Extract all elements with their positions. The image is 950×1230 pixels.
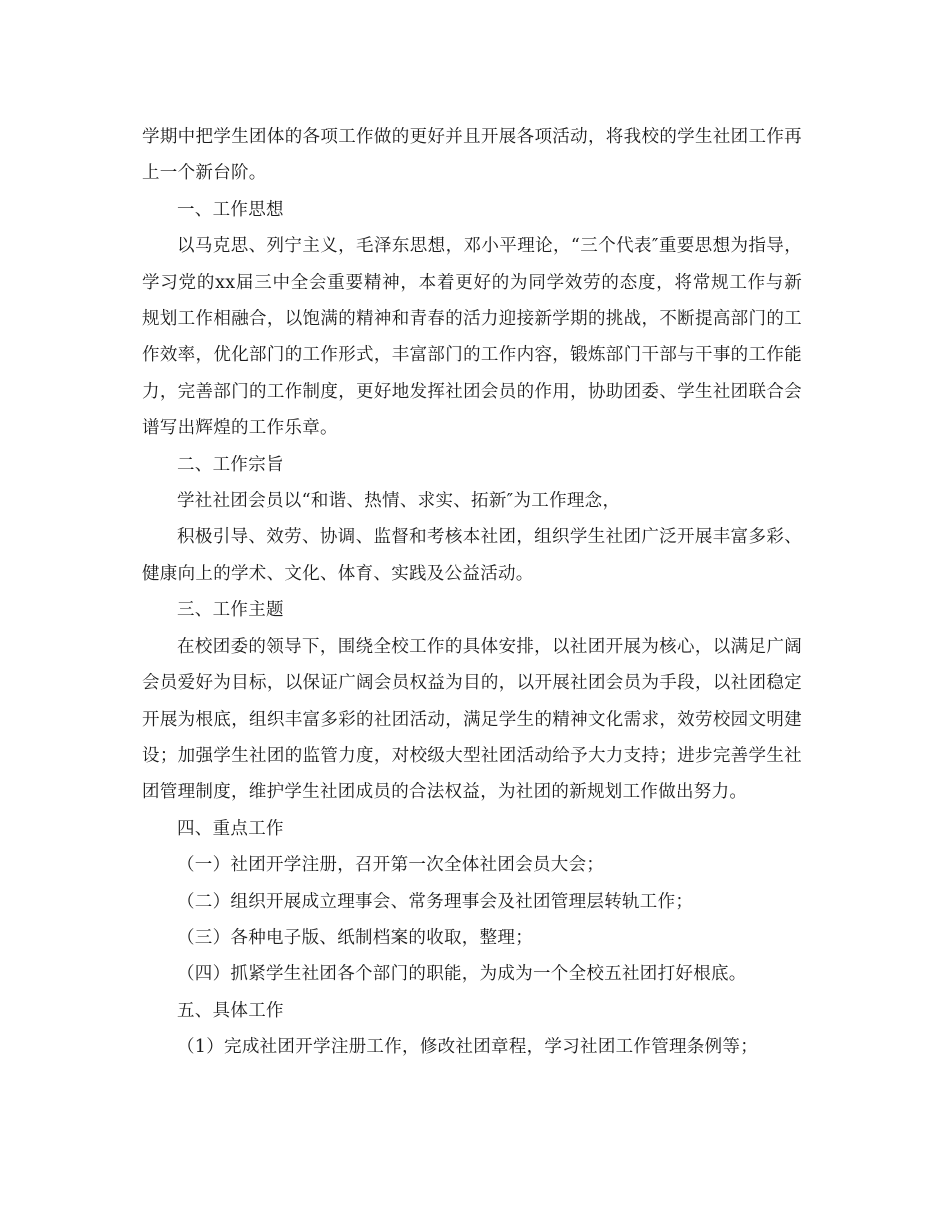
list-item-key-work-4: （四）抓紧学生社团各个部门的职能，为成为一个全校五社团打好根底。 <box>177 964 747 985</box>
heading-work-theme: 三、工作主题 <box>177 600 284 621</box>
document-body <box>142 119 802 1066</box>
paragraph-work-purpose: 积极引导、效劳、协调、监督和考核本社团，组织学生社团广泛开展丰富多彩、健康向上的学术、文化、体育、实践及公益活动。 <box>142 527 802 584</box>
heading-work-purpose: 二、工作宗旨 <box>177 454 284 475</box>
paragraph-work-thought: 以马克思、列宁主义，毛泽东思想，邓小平理论，“三个代表″重要思想为指导，学习党的xx届三中全会重要精神，本着更好的为同学效劳的态度，将常规工作与新规划工作相融合，以饱满的精神和青春的活力迎接新学期的挑战，不断提高部门的工作效率，优化部门的工作形式，丰富部门的工作内容，锻炼部门干部与干事的工作能力，完善部门的工作制度，更好地发挥社团会员的作用，协助团委、学生社团联合会谱写出辉煌的工作乐章。 <box>142 236 802 439</box>
list-item-specific-work-1: （1）完成社团开学注册工作，修改社团章程，学习社团工作管理条例等； <box>177 1037 759 1058</box>
paragraph-work-theme: 在校团委的领导下，围绕全校工作的具体安排，以社团开展为核心，以满足广阔会员爱好为目标，以保证广阔会员权益为目的，以开展社团会员为手段，以社团稳定开展为根底，组织丰富多彩的社团活动，满足学生的精神文化需求，效劳校园文明建设；加强学生社团的监管力度，对校级大型社团活动给予大力支持；进步完善学生社团管理制度，维护学生社团成员的合法权益，为社团的新规划工作做出努力。 <box>142 636 802 803</box>
heading-key-work: 四、重点工作 <box>177 818 284 839</box>
list-item-key-work-2: （二）组织开展成立理事会、常务理事会及社团管理层转轨工作； <box>177 891 694 912</box>
list-item-key-work-1: （一）社团开学注册，召开第一次全体社团会员大会； <box>177 855 605 876</box>
heading-specific-work: 五、具体工作 <box>177 1000 284 1021</box>
paragraph-work-concept: 学社社团会员以“和谐、热情、求实、拓新″为工作理念， <box>177 491 621 512</box>
list-item-key-work-3: （三）各种电子版、纸制档案的收取，整理； <box>177 927 533 948</box>
paragraph-continuation: 学期中把学生团体的各项工作做的更好并且开展各项活动，将我校的学生社团工作再上一个新台阶。 <box>142 127 802 184</box>
heading-work-thought: 一、工作思想 <box>177 199 284 220</box>
